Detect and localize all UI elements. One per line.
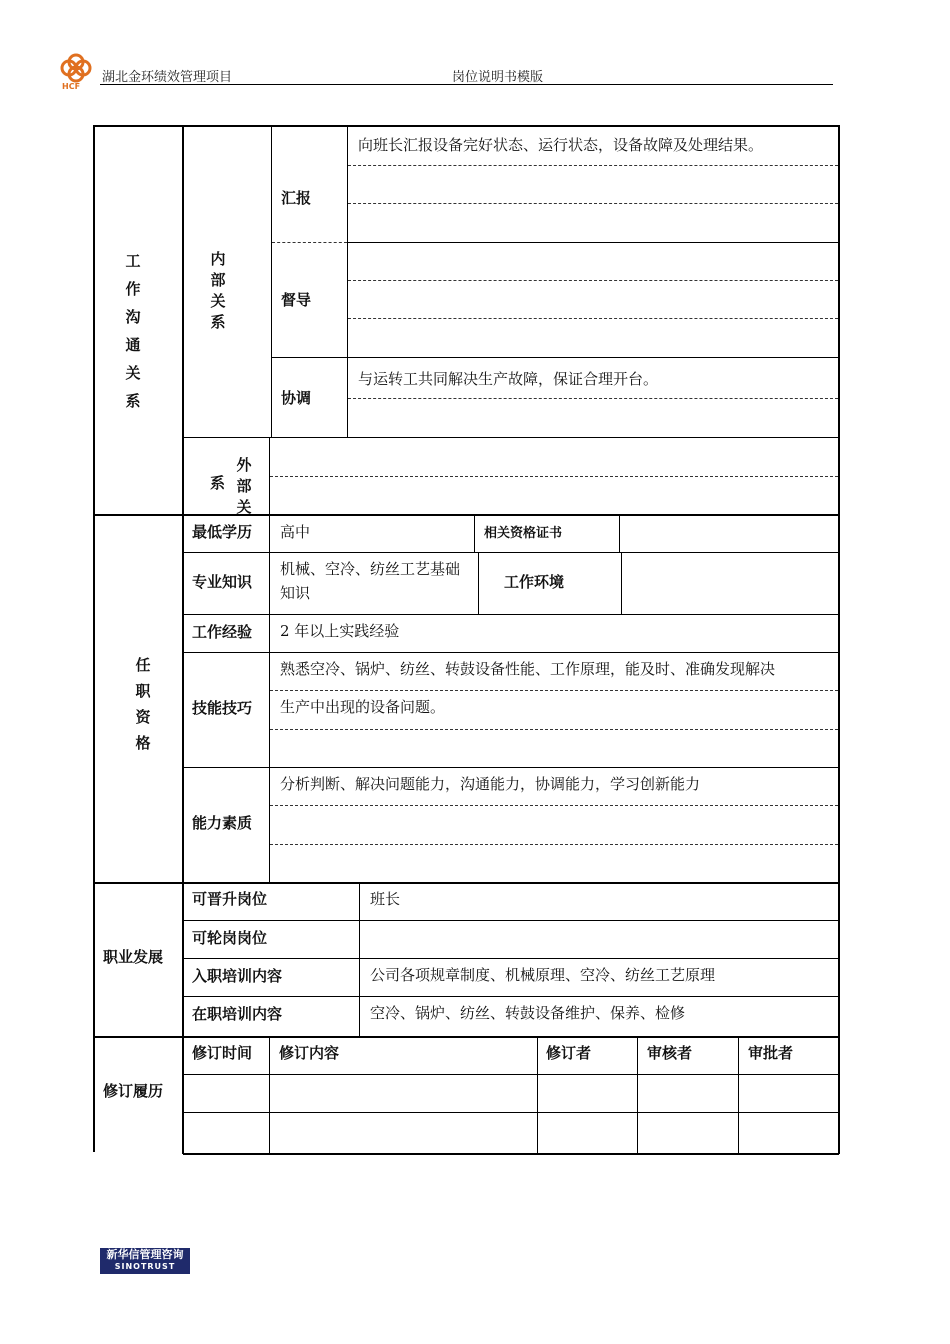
internal-label: 内 部 关 系: [210, 250, 226, 331]
revision-col-reviewer: 审核者: [647, 1044, 693, 1062]
qualification-title: 任 职 资 格: [135, 656, 151, 752]
external-label: 外 部 关: [236, 456, 252, 516]
revision-title: 修订履历: [103, 1082, 164, 1100]
report-text: 向班长汇报设备完好状态、运行状态，设备故障及处理结果。: [358, 136, 764, 154]
external-label-b: 系: [210, 474, 226, 492]
supervise-label: 督导: [281, 291, 312, 309]
revision-col-time: 修订时间: [192, 1044, 253, 1062]
report-label: 汇报: [281, 189, 312, 207]
knowledge-line1: 机械、空冷、纺丝工艺基础: [280, 560, 461, 578]
project-name: 湖北金环绩效管理项目: [102, 70, 233, 85]
footer-logo: [100, 1248, 190, 1274]
communication-title: 工 作 沟 通 关 系: [125, 252, 141, 410]
inservice-label: 在职培训内容: [192, 1005, 283, 1023]
promotion-label: 可晋升岗位: [192, 890, 268, 908]
doc-title: 岗位说明书模版: [452, 70, 544, 85]
education-label: 最低学历: [192, 523, 253, 541]
coordinate-text: 与运转工共同解决生产故障，保证合理开台。: [358, 370, 659, 388]
coordinate-label: 协调: [281, 389, 312, 407]
skills-line2: 生产中出现的设备问题。: [280, 698, 446, 716]
knowledge-label: 专业知识: [192, 573, 253, 591]
skills-line1: 熟悉空冷、锅炉、纺丝、转鼓设备性能、工作原理，能及时、准确发现解决: [280, 660, 776, 678]
inservice-value: 空冷、锅炉、纺丝、转鼓设备维护、保养、检修: [370, 1004, 686, 1022]
experience-label: 工作经验: [192, 623, 253, 641]
career-title: 职业发展: [103, 948, 164, 966]
footer-logo-line2: SINOTRUST: [114, 1262, 176, 1271]
knowledge-line2: 知识: [280, 584, 311, 602]
header-rule: [100, 84, 833, 85]
education-value: 高中: [280, 523, 311, 541]
experience-value: 2 年以上实践经验: [280, 622, 400, 640]
ability-text: 分析判断、解决问题能力，沟通能力，协调能力，学习创新能力: [280, 775, 701, 793]
revision-col-approver: 审批者: [748, 1044, 794, 1062]
environment-label: 工作环境: [504, 573, 565, 591]
promotion-value: 班长: [370, 890, 401, 908]
onboard-value: 公司各项规章制度、机械原理、空冷、纺丝工艺原理: [370, 966, 716, 984]
revision-col-content: 修订内容: [279, 1044, 340, 1062]
skills-label: 技能技巧: [192, 699, 253, 717]
certificate-label: 相关资格证书: [484, 526, 563, 541]
rotation-label: 可轮岗岗位: [192, 929, 268, 947]
onboard-label: 入职培训内容: [192, 967, 283, 985]
ability-label: 能力素质: [192, 814, 253, 832]
logo-text: HCF: [62, 82, 81, 91]
footer-logo-line1: 新华信管理咨询: [106, 1248, 184, 1261]
revision-col-reviser: 修订者: [546, 1044, 592, 1062]
